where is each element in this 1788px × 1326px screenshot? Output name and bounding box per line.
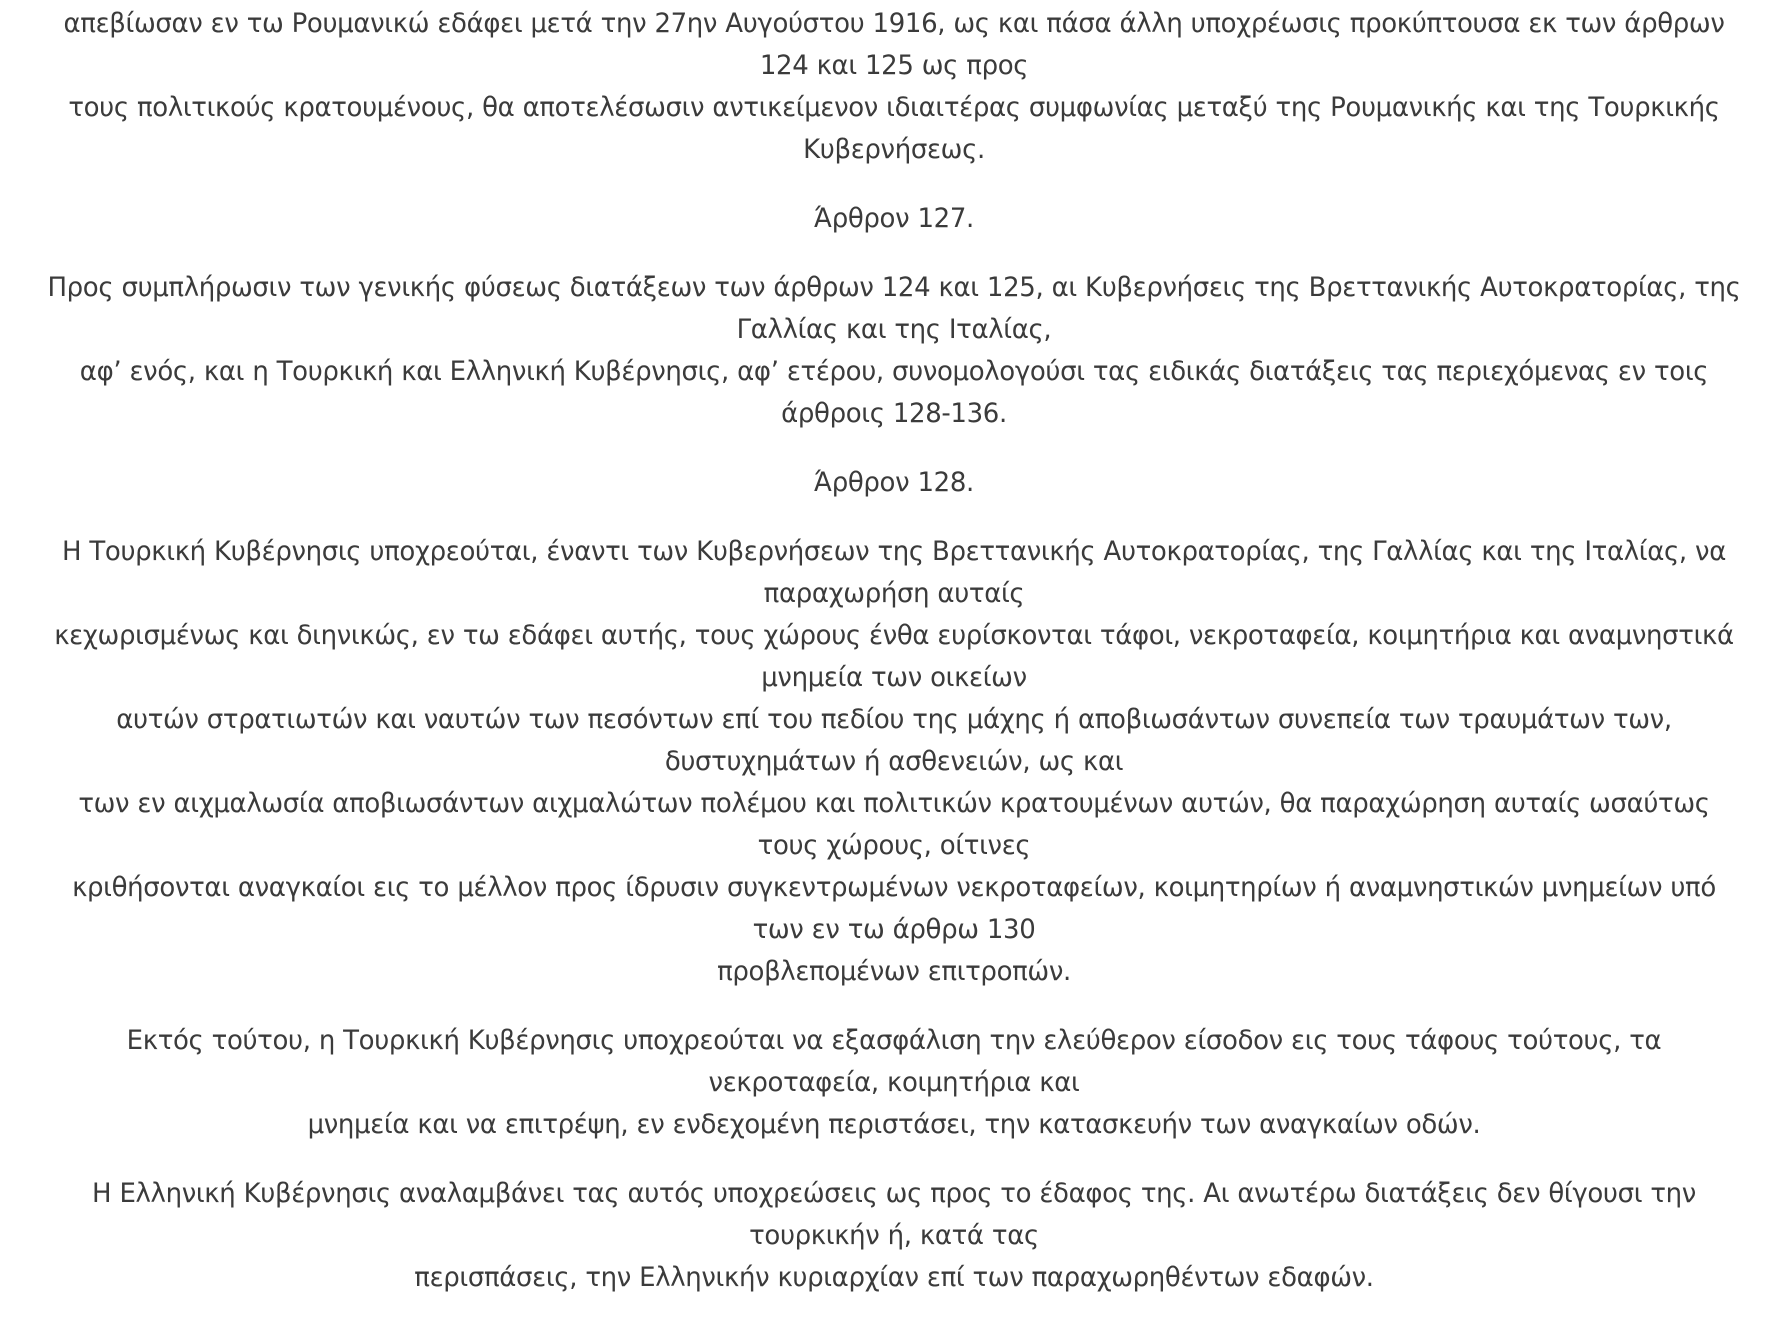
- text-line: τουρκικήν ή, κατά τας: [749, 1220, 1039, 1251]
- text-line: κεχωρισμένως και διηνικώς, εν τω εδάφει αυτής, τους χώρους ένθα ευρίσκονται τάφοι, νεκροταφεία, κοιμητήρια και αναμνηστικά: [54, 620, 1734, 651]
- paragraph-article-128-access: [0, 1020, 1788, 1146]
- text-line: κριθήσονται αναγκαίοι εις το μέλλον προς ίδρυσιν συγκεντρωμένων νεκροταφείων, κοιμητηρίων ή αναμνηστικών μνημείων υπό: [72, 872, 1716, 903]
- text-line: Η Τουρκική Κυβέρνησις υποχρεούται, έναντι των Κυβερνήσεων της Βρεττανικής Αυτοκρατορίας, της Γαλλίας και της Ιταλίας, να: [62, 536, 1726, 567]
- text-line: των εν τω άρθρω 130: [752, 914, 1036, 945]
- text-line: άρθροις 128-136.: [781, 398, 1007, 429]
- text-line: Εκτός τούτου, η Τουρκική Κυβέρνησις υποχρεούται να εξασφάλιση την ελεύθερον είσοδον εις τους τάφους τούτους, τα: [126, 1025, 1662, 1056]
- article-heading: Άρθρον 128.: [814, 467, 974, 498]
- text-line: Η Ελληνική Κυβέρνησις αναλαμβάνει τας αυτός υποχρεώσεις ως προς το έδαφος της. Αι ανωτέρω διατάξεις δεν θίγουσι την: [92, 1178, 1696, 1209]
- text-line: δυστυχημάτων ή ασθενειών, ως και: [664, 746, 1124, 777]
- article-heading: Άρθρον 127.: [814, 203, 974, 234]
- text-line: τους πολιτικούς κρατουμένους, θα αποτελέσωσιν αντικείμενον ιδιαιτέρας συμφωνίας μεταξύ της Ρουμανικής και της Τουρκικής: [68, 92, 1720, 123]
- text-line: προβλεπομένων επιτροπών.: [717, 956, 1071, 987]
- text-line: μνημεία και να επιτρέψη, εν ενδεχομένη περιστάσει, την κατασκευήν των αναγκαίων οδών.: [307, 1109, 1481, 1140]
- text-line: νεκροταφεία, κοιμητήρια και: [708, 1067, 1080, 1098]
- text-line: αυτών στρατιωτών και ναυτών των πεσόντων επί του πεδίου της μάχης ή αποβιωσάντων συνεπεία των τραυμάτων των,: [116, 704, 1672, 735]
- text-line: των εν αιχμαλωσία αποβιωσάντων αιχμαλώτων πολέμου και πολιτικών κρατουμένων αυτών, θα παραχώρηση αυταίς ωσαύτως: [78, 788, 1710, 819]
- text-line: αφ’ ενός, και η Τουρκική και Ελληνική Κυβέρνησις, αφ’ ετέρου, συνομολογούσι τας ειδικάς διατάξεις τας περιεχόμενας εν τοις: [79, 356, 1709, 387]
- text-line: Γαλλίας και της Ιταλίας,: [736, 314, 1052, 345]
- text-line: 124 και 125 ως προς: [759, 50, 1029, 81]
- text-line: απεβίωσαν εν τω Ρουμανικώ εδάφει μετά την 27ην Αυγούστου 1916, ως και πάσα άλλη υποχρέωσις προκύπτουσα εκ των άρθρων: [63, 8, 1725, 39]
- text-line: Κυβερνήσεως.: [803, 134, 985, 165]
- heading-article-127: [0, 198, 1788, 240]
- document-body: [0, 3, 1788, 1326]
- paragraph-article-126-end: [0, 3, 1788, 171]
- text-line: Προς συμπλήρωσιν των γενικής φύσεως διατάξεων των άρθρων 124 και 125, αι Κυβερνήσεις της Βρεττανικής Αυτοκρατορίας, της: [47, 272, 1741, 303]
- text-line: τους χώρους, οίτινες: [757, 830, 1031, 861]
- text-line: παραχωρήση αυταίς: [763, 578, 1025, 609]
- paragraph-article-128-greek: [0, 1173, 1788, 1299]
- paragraph-article-127: [0, 267, 1788, 435]
- text-line: μνημεία των οικείων: [761, 662, 1027, 693]
- paragraph-article-128-main: [0, 531, 1788, 993]
- text-line: περισπάσεις, την Ελληνικήν κυριαρχίαν επί των παραχωρηθέντων εδαφών.: [414, 1262, 1374, 1293]
- heading-article-128: [0, 462, 1788, 504]
